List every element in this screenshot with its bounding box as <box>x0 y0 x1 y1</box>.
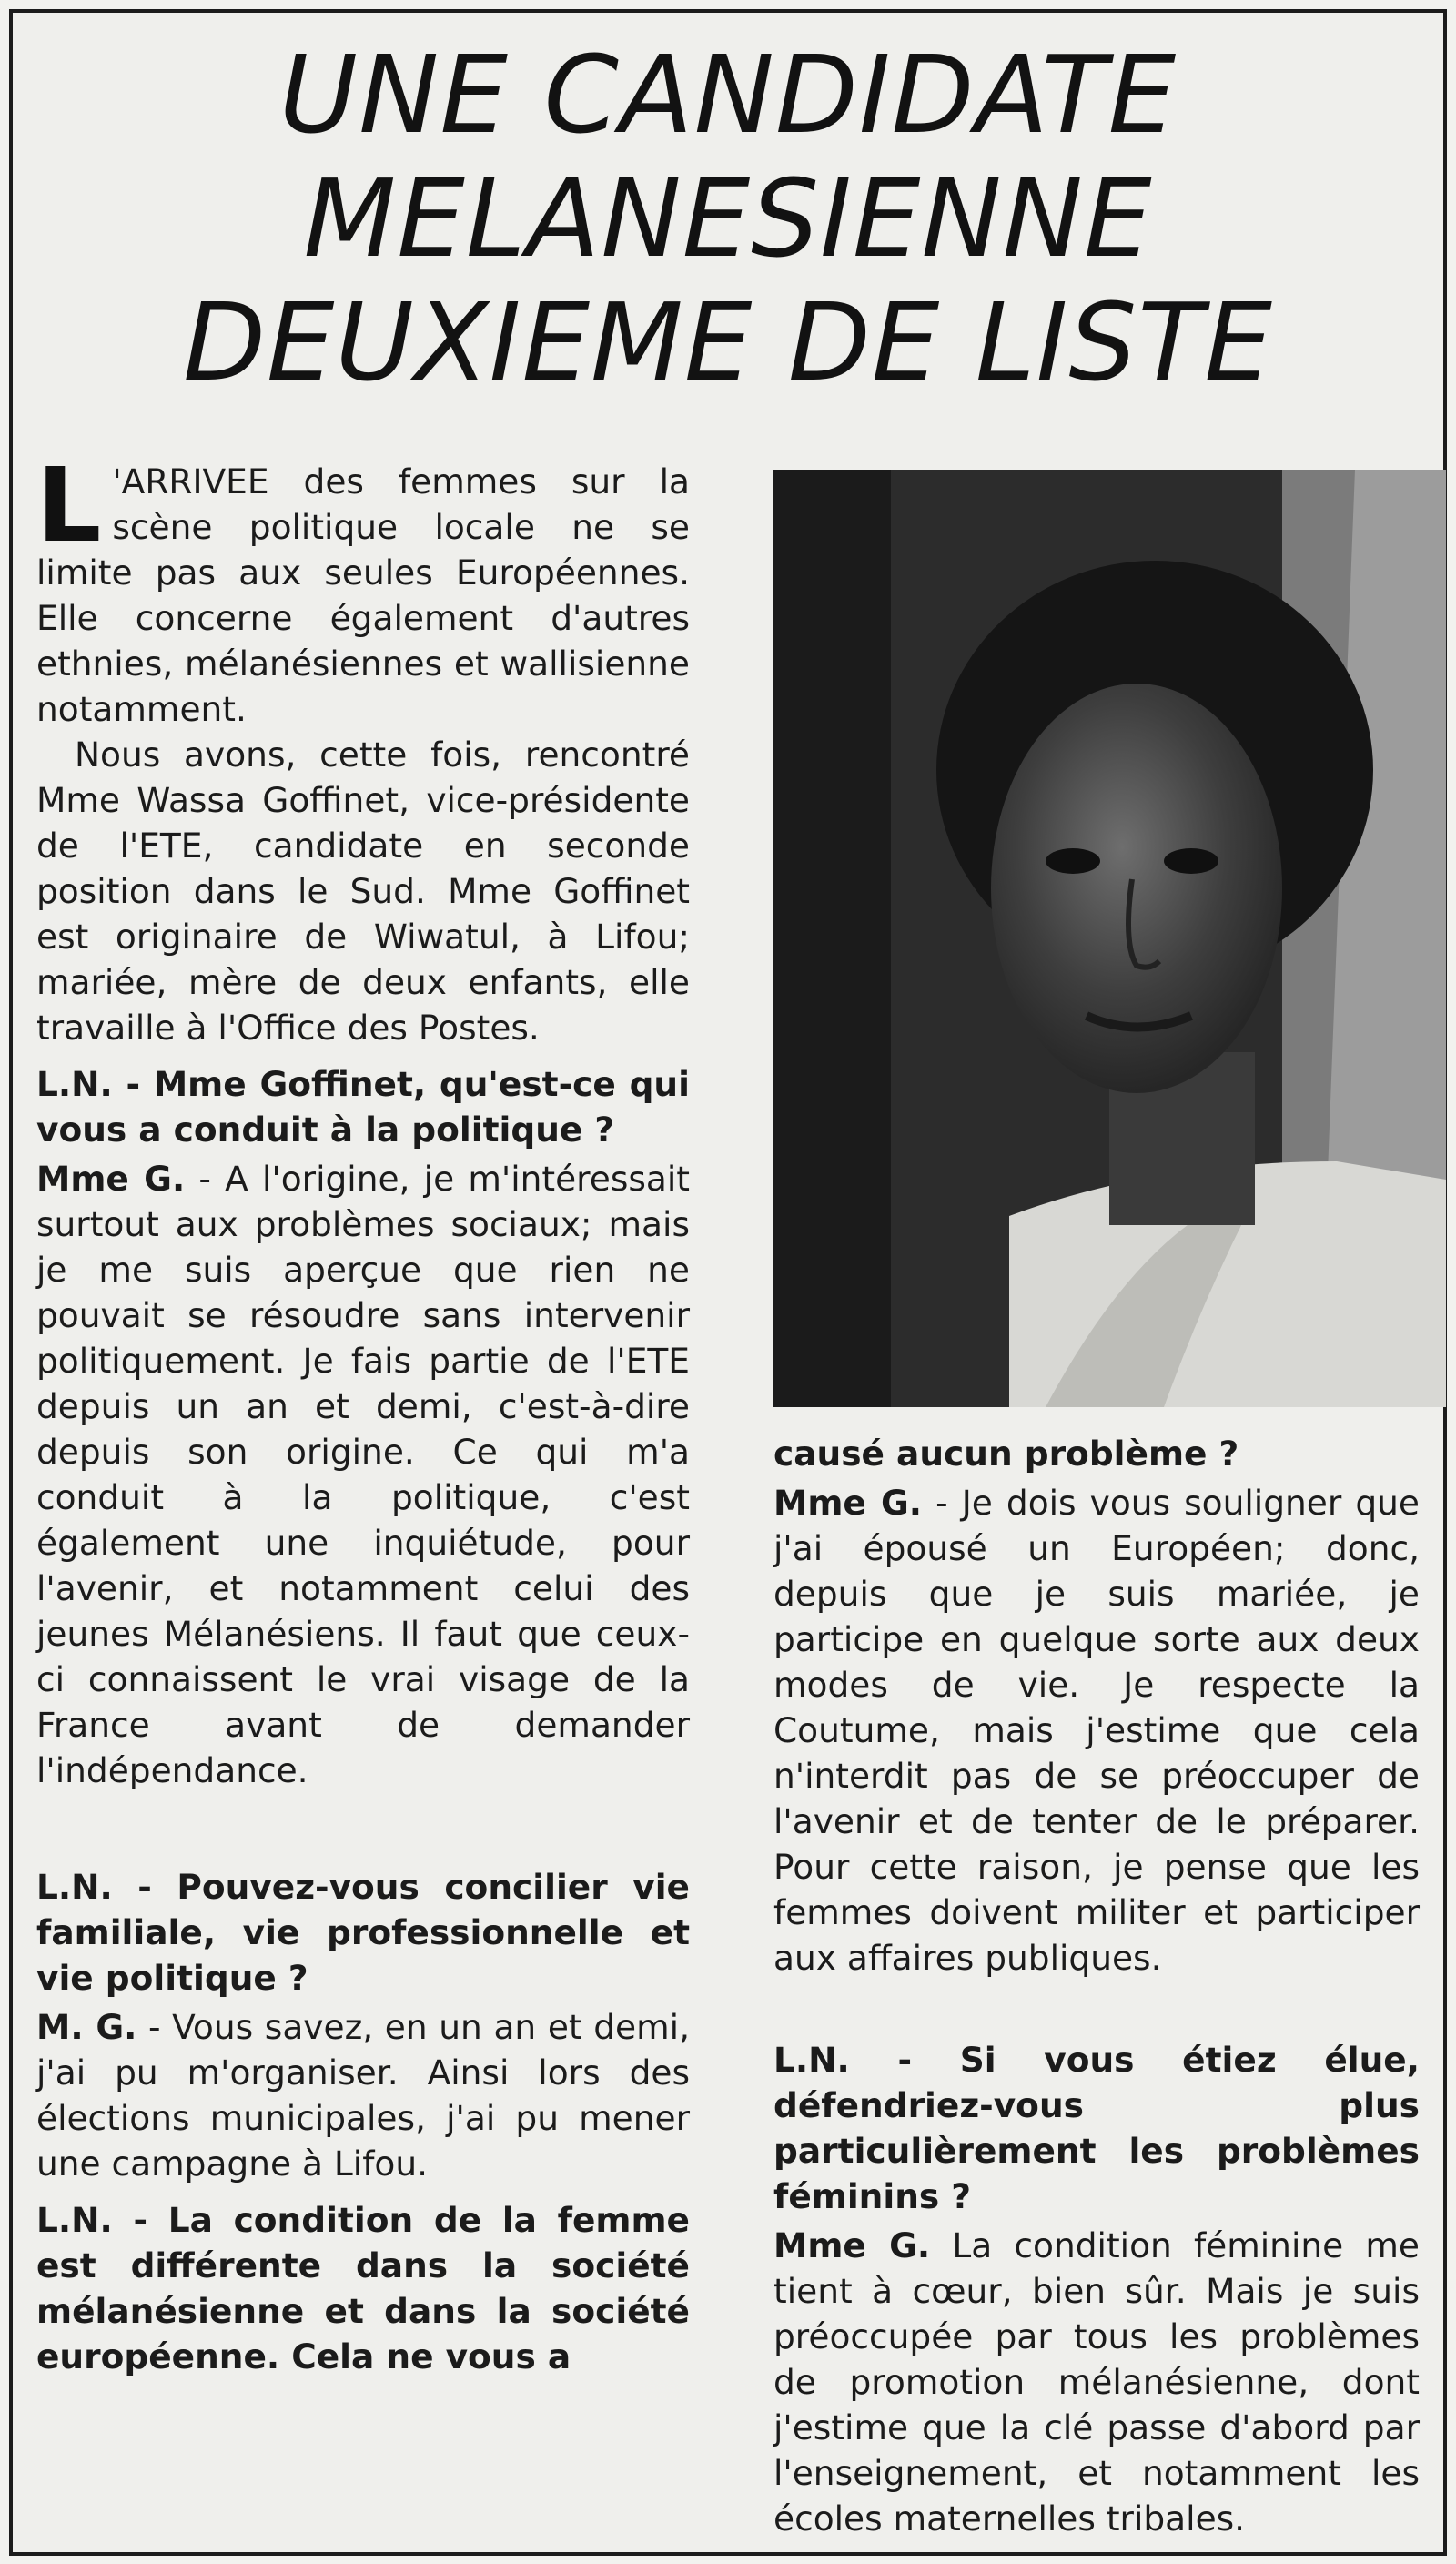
headline-line-2: MELANESIENNE <box>303 156 1153 281</box>
left-column <box>36 447 690 2379</box>
question-1: L.N. - Mme Goffinet, qu'est-ce qui vous a conduit à la politique ? <box>36 1064 690 1150</box>
question-3-continued: causé aucun problème ? <box>774 1434 1239 1474</box>
article-frame <box>9 9 1447 2556</box>
answer-3 <box>774 1480 1420 1981</box>
headline-line-1: UNE CANDIDATE <box>278 32 1178 157</box>
answer-2-text: - Vous savez, en un an et demi, j'ai pu m'organiser. Ainsi lors des élections municipales, j'ai pu mener une campagne à Lifou. <box>36 2007 690 2184</box>
spacer <box>36 1793 690 1853</box>
article-headline <box>13 33 1443 404</box>
answer-3-speaker: Mme G. <box>774 1483 923 1523</box>
spacer <box>774 1981 1420 2026</box>
intro-text: 'ARRIVEE des femmes sur la scène politique locale ne se limite pas aux seules Européennes. Elle concerne également d'autres ethnies, mélanésiennes et wallisienne notamment. <box>36 461 690 729</box>
answer-3-text: - Je dois vous souligner que j'ai épousé un Européen; donc, depuis que je suis mariée, je participe en quelque sorte aux deux modes de vie. Je respecte la Coutume, mais j'estime que cela n'interdit pas de se préoccuper de l'avenir et de tenter de le préparer. Pour cette raison, je pense que les femmes doivent militer et participer aux affaires publiques. <box>774 1483 1420 1978</box>
answer-1-speaker: Mme G. <box>36 1159 186 1199</box>
headline-line-3: DEUXIEME DE LISTE <box>183 279 1273 405</box>
answer-2 <box>36 2004 690 2186</box>
portrait-image <box>773 470 1446 1407</box>
question-3: L.N. - La condition de la femme est différente dans la société mélanésienne et dans la société européenne. Cela ne vous a <box>36 2200 690 2377</box>
answer-1-text: - A l'origine, je m'intéressait surtout aux problèmes sociaux; mais je me suis aperçue que rien ne pouvait se résoudre sans intervenir politiquement. Je fais partie de l'ETE depuis un an et demi, c'est-à-dire depuis son origine. Ce qui m'a conduit à la politique, c'est également une inquiétude, pour l'avenir, et notamment celui des jeunes Mélanésiens. Il faut que ceux-ci connaissent le vrai visage de la France avant de demander l'indépendance. <box>36 1159 690 1790</box>
answer-1 <box>36 1156 690 1793</box>
presentation-paragraph: Nous avons, cette fois, rencontré Mme Wassa Goffinet, vice-présidente de l'ETE, candidate en seconde position dans le Sud. Mme Goffinet est originaire de Wiwatul, à Lifou; mariée, mère de deux enfants, elle travaille à l'Office des Postes. <box>36 735 690 1048</box>
intro-paragraph <box>36 447 690 732</box>
drop-cap: L <box>36 447 102 565</box>
answer-4-speaker: Mme G. <box>774 2225 931 2265</box>
answer-4 <box>774 2223 1420 2541</box>
right-column <box>774 1431 1420 2541</box>
portrait-photo <box>773 470 1446 1407</box>
question-4: L.N. - Si vous étiez élue, défendriez-vous plus particulièrement les problèmes féminins ? <box>774 2040 1420 2216</box>
answer-4-text: La condition féminine me tient à cœur, bien sûr. Mais je suis préoccupée par tous les problèmes de promotion mélanésienne, dont j'estime que la clé passe d'abord par l'enseignement, et notamment les écoles maternelles tribales. <box>774 2225 1420 2539</box>
question-2: L.N. - Pouvez-vous concilier vie familiale, vie professionnelle et vie politique ? <box>36 1867 690 1998</box>
answer-2-speaker: M. G. <box>36 2007 137 2047</box>
